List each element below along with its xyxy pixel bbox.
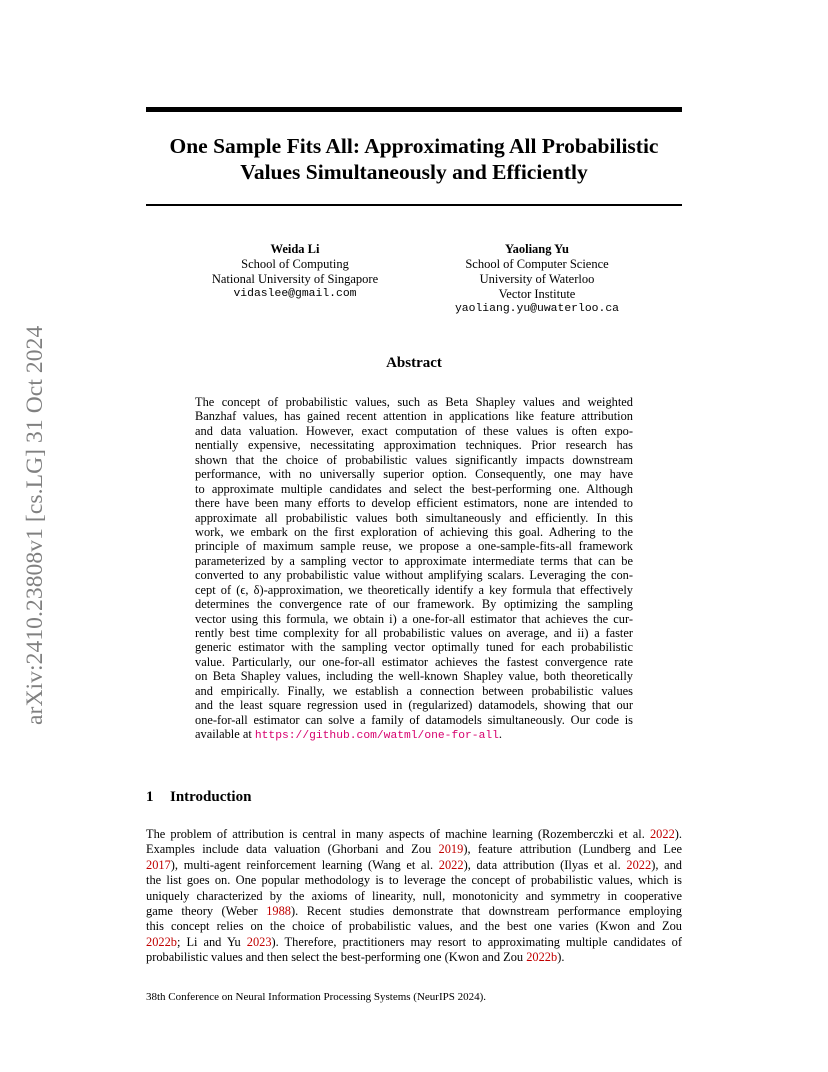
author-email: yaoliang.yu@uwaterloo.ca: [454, 303, 620, 315]
intro-text-segment: ). Therefore, practitioners may resort to approximating multiple candidates of: [271, 934, 682, 949]
introduction-text: [146, 827, 682, 966]
title-line-2: Values Simultaneously and Efficiently: [240, 160, 588, 184]
abstract-line: one-for-all estimator can solve a family of datamodels simultaneously. Our code is: [195, 712, 633, 727]
abstract-line: determines the convergence rate of our framework. By optimizing the sampling: [195, 597, 633, 612]
abstract-line: and empirically. Finally, we establish a connection between probabilistic values: [195, 683, 633, 698]
arxiv-identifier-stamp: arXiv:2410.23808v1 [cs.LG] 31 Oct 2024: [22, 325, 48, 725]
title-rule-bottom: [146, 204, 682, 206]
intro-text-segment: game theory (Weber: [146, 903, 267, 918]
paper-title: [146, 133, 682, 185]
abstract-line: generic estimator with the sampling vector optimally tuned for each probabilistic: [195, 640, 633, 655]
intro-line: [146, 889, 682, 904]
intro-text-segment: uniquely characterized by the axioms of linearity, null, monotonicity and symmetry in cooperative: [146, 888, 682, 903]
intro-text-segment: ).: [674, 827, 682, 841]
abstract-line: principle of maximum sample reuse, we propose a one-sample-fits-all framework: [195, 539, 633, 554]
abstract-line: vector using this formula, we obtain i) a one-for-all estimator that achieves the cur-: [195, 611, 633, 626]
citation-link[interactable]: 2022b: [146, 934, 177, 949]
author-affiliation: Vector Institute: [498, 287, 576, 301]
abstract-line: shown that the choice of probabilistic values significantly impacts downstream: [195, 452, 633, 467]
citation-link[interactable]: 2022: [438, 857, 464, 872]
title-line-1: One Sample Fits All: Approximating All Probabilistic: [169, 134, 659, 158]
intro-line: [146, 950, 682, 965]
abstract-line: approximate all probabilistic values both simultaneously and efficiently. In this: [195, 510, 633, 525]
abstract-line: parameterized by a sampling vector to approximate intermediate terms that can be: [195, 553, 633, 568]
abstract-line: and the least square regression used in (regularized) datamodels, showing that our: [195, 698, 633, 713]
citation-link[interactable]: 2022: [626, 857, 652, 872]
title-rule-top: [146, 107, 682, 112]
author-block-1: [195, 242, 395, 302]
intro-line: [146, 873, 682, 888]
section-heading-introduction: [146, 789, 251, 806]
abstract-line: there have been many efforts to develop efficient estimators, none are intended to: [195, 496, 633, 511]
conference-footnote: 38th Conference on Neural Information Processing Systems (NeurIPS 2024).: [146, 991, 487, 1003]
intro-text-segment: ). Recent studies demonstrate that downstream performance employing: [290, 903, 682, 918]
abstract-line: on Beta Shapley values, including the well-known Shapley value, both theoretically: [195, 669, 633, 684]
author-name: Weida Li: [270, 242, 320, 256]
intro-line: [146, 904, 682, 919]
abstract-line: to approximate multiple candidates and select the best-performing one. Although: [195, 481, 633, 496]
citation-link[interactable]: 2017: [146, 857, 171, 872]
abstract-line: The concept of probabilistic values, such as Beta Shapley values and weighted: [195, 395, 633, 409]
intro-line: [146, 842, 682, 857]
intro-text-segment: probabilistic values and then select the best-performing one (Kwon and Zou: [146, 950, 527, 965]
citation-link[interactable]: 2023: [246, 934, 272, 949]
abstract-line: value. Particularly, our one-for-all estimator achieves the fastest convergence rate: [195, 654, 633, 669]
author-block-2: [437, 242, 637, 317]
abstract-heading: Abstract: [386, 355, 442, 371]
intro-line: [146, 827, 682, 842]
intro-text-segment: the list goes on. One popular methodology is to leverage the concept of probabilistic values, which is: [146, 873, 682, 888]
intro-line: [146, 919, 682, 934]
abstract-line: cept of (ϵ, δ)-approximation, we theoretically identify a key formula that effectively: [195, 582, 633, 597]
abstract-line: converted to any probabilistic value without amplifying scalars. Leveraging the con-: [195, 568, 633, 583]
author-affiliation: National University of Singapore: [211, 272, 379, 286]
intro-text-segment: Examples include data valuation (Ghorbani and Zou: [146, 842, 439, 857]
intro-text-segment: ; Li and Yu: [176, 934, 247, 949]
abstract-line: performance, with no universally superior option. Consequently, one may have: [195, 467, 633, 482]
abstract-text: [195, 395, 633, 742]
section-title: Introduction: [170, 789, 252, 805]
abstract-line: Banzhaf values, has gained recent attention in applications like feature attribution: [195, 409, 633, 424]
section-number: 1: [146, 789, 154, 805]
author-name: Yaoliang Yu: [504, 242, 570, 256]
author-affiliation: University of Waterloo: [479, 272, 595, 286]
citation-link[interactable]: 1988: [266, 903, 291, 918]
author-email: vidaslee@gmail.com: [233, 288, 357, 300]
author-affiliation: School of Computer Science: [465, 257, 609, 271]
abstract-line: [195, 727, 633, 741]
intro-text-segment: ), multi-agent reinforcement learning (Wang et al.: [170, 857, 439, 872]
abstract-line: nentially expensive, necessitating approximation techniques. Prior research has: [195, 438, 633, 453]
abstract-line: rently best time complexity for all probabilistic values on average, and ii) a faster: [195, 626, 633, 640]
intro-text-segment: ), feature attribution (Lundberg and Lee: [463, 842, 682, 857]
citation-link[interactable]: 2022: [649, 827, 675, 841]
citation-link[interactable]: 2022b: [526, 950, 558, 965]
abstract-last-suffix: .: [498, 727, 503, 742]
intro-text-segment: ), and: [651, 857, 682, 872]
abstract-last-prefix: available at: [195, 727, 255, 742]
abstract-line: and data valuation. However, exact computation of these values is often expo-: [195, 423, 633, 438]
code-repository-link[interactable]: https://github.com/watml/one-for-all: [254, 730, 499, 743]
intro-text-segment: The problem of attribution is central in many aspects of machine learning (Rozemberczki et al.: [146, 827, 650, 841]
abstract-line: work, we embark on the first exploration of achieving this goal. Adhering to the: [195, 524, 633, 539]
intro-line: [146, 858, 682, 873]
intro-text-segment: this concept relies on the choice of probabilistic values, and the best one varies (Kwon and Zou: [146, 919, 682, 934]
intro-line: [146, 935, 682, 950]
intro-text-segment: ).: [557, 950, 565, 965]
author-affiliation: School of Computing: [241, 257, 349, 271]
citation-link[interactable]: 2019: [438, 842, 464, 857]
intro-text-segment: ), data attribution (Ilyas et al.: [463, 857, 627, 872]
